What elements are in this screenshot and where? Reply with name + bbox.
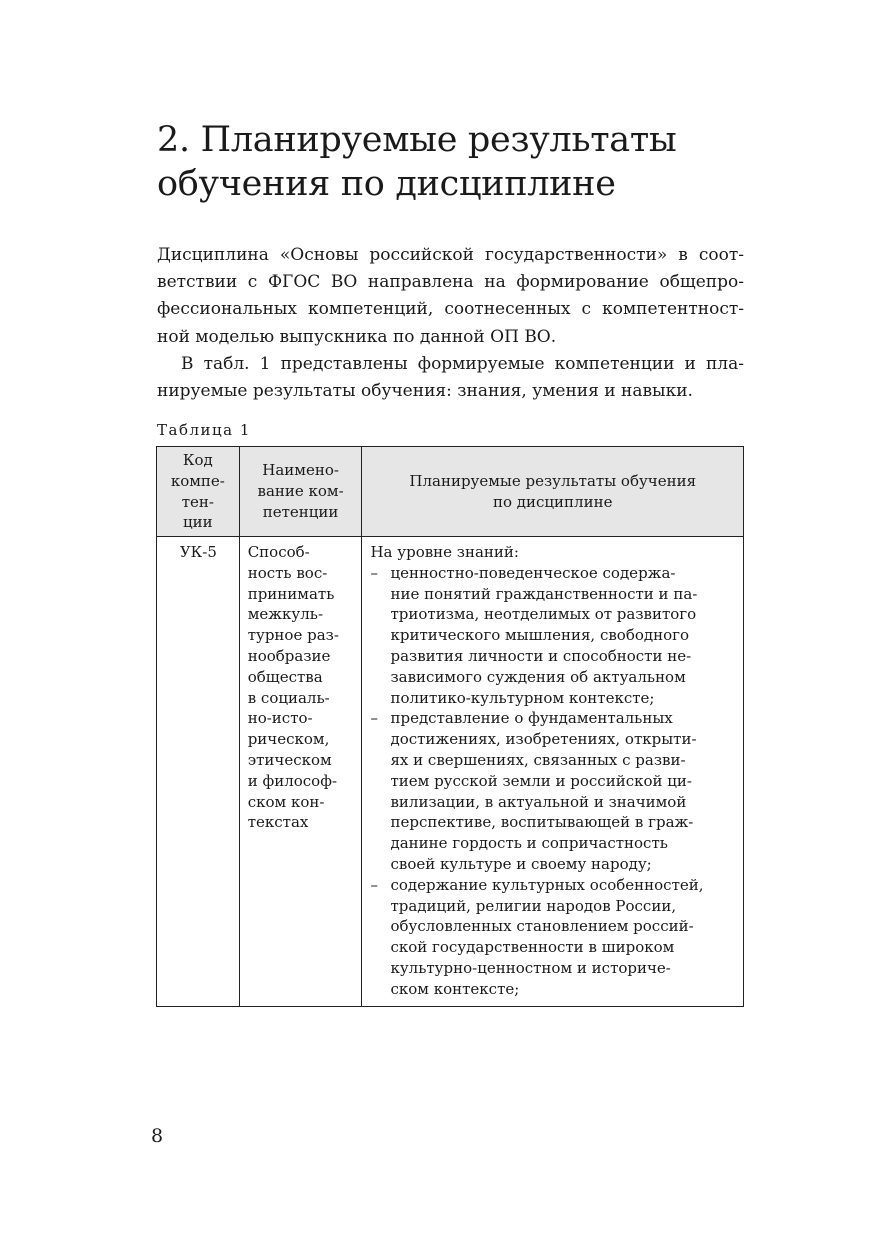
header-code-line: ции [183,513,213,532]
results-item-line: содержание культурных особенностей, [390,875,704,894]
competency-name-line: рическом, [247,730,330,749]
competency-name-line: но-исто- [247,709,313,728]
paragraph-1-line: Дисциплина «Основы российской государственности» в соот- [157,245,744,265]
header-name-line: вание ком- [257,482,344,501]
competency-name-line: принимать [247,584,335,603]
table-caption [157,421,251,439]
results-heading: На уровне знаний: [370,543,519,561]
results-item-1 [370,563,736,584]
table-header-row [157,447,744,537]
competency-name [239,537,362,1007]
table-row [157,537,744,1007]
competency-name-line: текстах [247,813,309,832]
results-item-2 [370,708,736,729]
results-item-line: традиций, религии народов России, [390,896,677,915]
header-code-line: тен- [181,492,214,511]
header-results-line: Планируемые результаты обучения [409,471,697,490]
results-item-line: ях и свершениях, связанных с разви- [390,750,686,769]
header-results-line: по дисциплине [492,492,613,511]
competency-name-line: в социаль- [247,688,330,707]
results-item-line: ском контексте; [390,979,520,998]
competency-code: УК-5 [157,537,240,1007]
section-title-line-2: обучения по дисциплине [157,164,616,204]
results-item-line: представление о фундаментальных [390,709,673,728]
paragraph-2-line: нируемые результаты обучения: знания, умения и навыки. [157,381,693,402]
results-item-line: обусловленных становлением россий- [390,917,694,936]
results-item-line: политико-культурном контексте; [390,688,655,707]
table-caption-number: 1 [239,421,251,439]
learning-results [362,537,744,1007]
header-code-line: Код [182,450,213,469]
results-item-line: ние понятий гражданственности и па- [390,584,698,603]
dash-bullet: – [370,563,378,582]
competency-name-line: Способ- [247,543,310,561]
header-name [239,447,362,537]
results-item-line: триотизма, неотделимых от развитого [390,605,697,624]
paragraph-1-line: ной моделью выпускника по данной ОП ВО. [157,326,557,347]
competency-name-line: нообразие [247,646,331,665]
dash-bullet: – [370,709,378,728]
competency-name-line: общества [247,667,323,686]
competency-name-line: этическом [247,750,332,769]
header-name-line: Наимено- [262,461,339,480]
table-caption-word: аблица [168,421,234,439]
dash-bullet: – [370,875,378,894]
results-item-3 [370,875,736,896]
table-caption-initial: Т [157,421,169,439]
page-number: 8 [151,1125,164,1147]
paragraph-2-line: В табл. 1 представлены формируемые компетенции и пла- [181,353,744,374]
header-code [157,447,240,537]
results-item-line: ской государственности в широком [390,938,675,957]
intro-text [157,242,744,405]
results-item-line: культурно-ценностном и историче- [390,958,671,977]
competency-name-line: межкуль- [247,605,324,624]
header-results [362,447,744,537]
results-item-line: данине гордость и сопричастность [390,834,668,853]
competency-name-line: турное раз- [247,626,339,645]
results-item-line: зависимого суждения об актуальном [390,667,686,686]
paragraph-1-line: фессиональных компетенций, соотнесенных с компетентност- [157,299,744,320]
section-title [157,118,757,206]
results-item-line: достижениях, изобретениях, открыти- [390,730,697,749]
competency-name-line: ском кон- [247,792,325,811]
results-item-line: перспективе, воспитывающей в граж- [390,813,694,832]
competency-name-line: ность вос- [247,563,328,582]
competencies-table [156,446,744,1007]
results-item-line: своей культуре и своему народу; [390,854,652,873]
competency-name-line: и философ- [247,771,338,790]
results-item-line: развития личности и способности не- [390,646,692,665]
paragraph-1-line: ветствии с ФГОС ВО направлена на формирование общепро- [157,272,744,293]
header-code-line: компе- [170,471,225,490]
results-item-line: ценностно-поведенческое содержа- [390,563,676,582]
results-item-line: вилизации, в актуальной и значимой [390,792,687,811]
results-item-line: критического мышления, свободного [390,626,690,645]
results-item-line: тием русской земли и российской ци- [390,771,692,790]
header-name-line: петенции [262,502,339,521]
section-title-line-1: 2. Планируемые результаты [157,120,677,160]
